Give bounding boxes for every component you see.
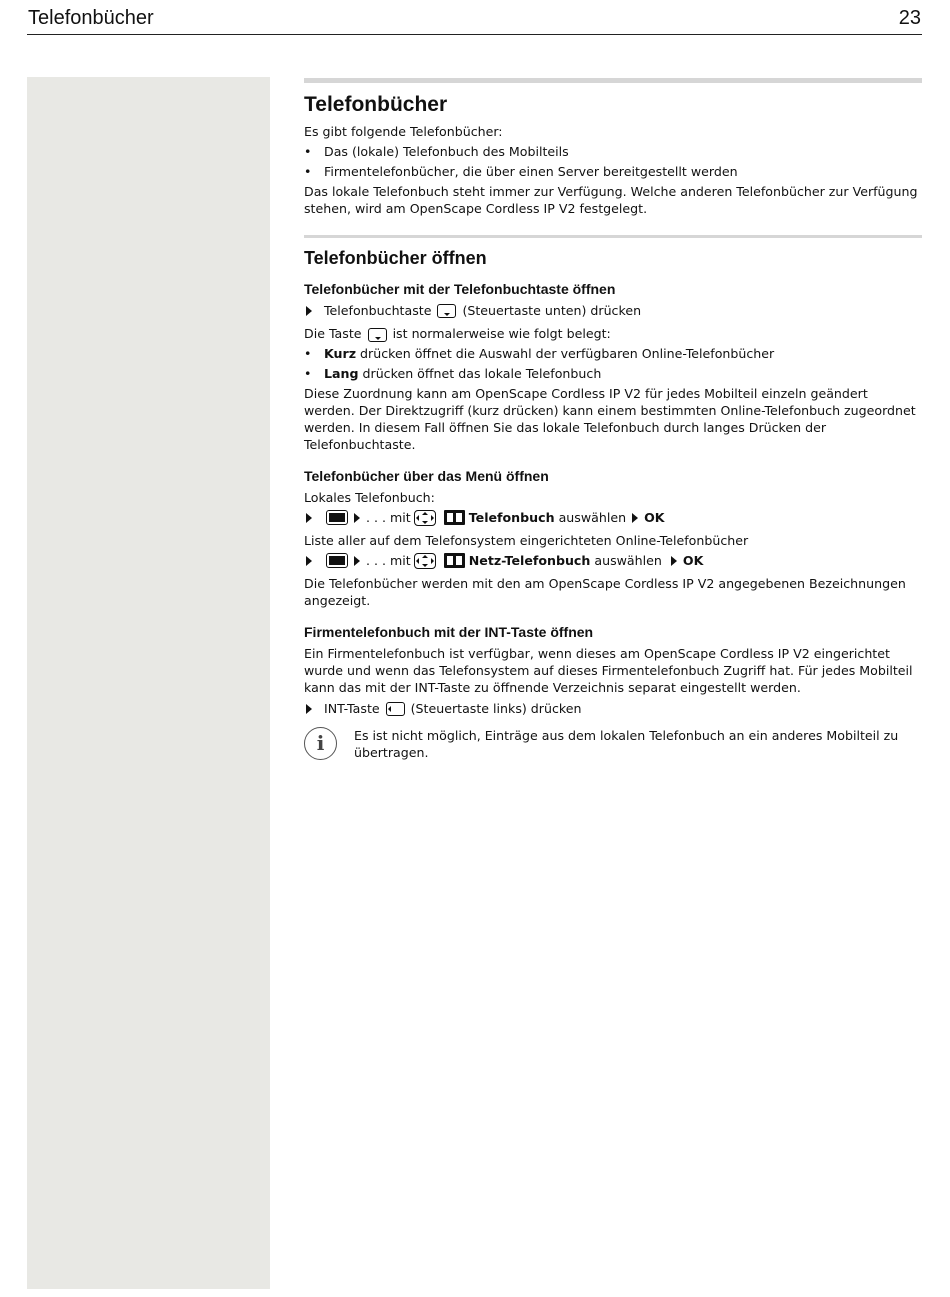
running-header-title: Telefonbücher	[28, 7, 154, 29]
step-text: . . . mit	[366, 553, 411, 568]
step-arrow-icon	[306, 306, 312, 316]
step-arrow-icon	[306, 513, 312, 523]
section-divider	[304, 235, 922, 238]
naming-paragraph: Die Telefonbücher werden mit den am OpenScape Cordless IP V2 angegebenen Bezeichnungen angezeigt.	[304, 576, 906, 608]
instruction-step	[304, 509, 922, 526]
control-key-down-icon	[368, 328, 387, 342]
navigation-key-icon	[414, 510, 436, 526]
step-arrow-icon	[306, 556, 312, 566]
heading-phonebook-key: Telefonbücher mit der Telefonbuchtaste öffnen	[304, 281, 616, 297]
menu-key-icon	[326, 510, 348, 525]
control-key-down-icon	[437, 304, 456, 318]
key-assignment-text: Die Taste ist normalerweise wie folgt belegt:	[304, 326, 611, 341]
availability-paragraph: Das lokale Telefonbuch steht immer zur Verfügung. Welche anderen Telefonbücher zur Verfügung stehen, wird am OpenScape Cordless IP V2 festgelegt.	[304, 184, 918, 216]
step-text: auswählen	[558, 510, 627, 525]
left-margin-panel	[27, 77, 270, 1289]
section-divider	[304, 78, 922, 83]
step-text: Telefonbuchtaste	[324, 303, 432, 318]
step-text: auswählen	[594, 553, 662, 568]
ok-label: OK	[644, 510, 665, 525]
info-icon: i	[304, 727, 337, 760]
step-arrow-icon	[354, 556, 360, 566]
ok-label: OK	[682, 553, 704, 568]
intro-text: Es gibt folgende Telefonbücher:	[304, 124, 503, 139]
step-arrow-icon	[306, 704, 312, 714]
instruction-step	[304, 700, 922, 717]
instruction-step	[304, 552, 922, 569]
info-note	[304, 727, 922, 765]
heading-menu: Telefonbücher über das Menü öffnen	[304, 468, 549, 484]
company-phonebook-paragraph: Ein Firmentelefonbuch ist verfügbar, wenn dieses am OpenScape Cordless IP V2 eingerichtet wurde und wenn das Telefonsystem auf dieses Firmentelefonbuch Zugriff hat. Für jedes Mobilteil kann das mit der INT-Taste zu öffnende Verzeichnis separat eingestellt werden.	[304, 646, 913, 695]
list-item: • Das (lokale) Telefonbuch des Mobilteils	[304, 143, 922, 160]
main-content	[304, 78, 922, 765]
menu-item-name: Netz-Telefonbuch	[468, 553, 591, 568]
step-arrow-icon	[354, 513, 360, 523]
instruction-step	[304, 302, 922, 319]
assignment-paragraph: Diese Zuordnung kann am OpenScape Cordless IP V2 für jedes Mobilteil einzeln geändert werden. Der Direktzugriff (kurz drücken) kann einem bestimmten Online-Telefonbuch zugeordnet werden. In diesem Fall öffnen Sie das lokale Telefonbuch durch langes Drücken der Telefonbuchtaste.	[304, 386, 916, 452]
step-text: INT-Taste	[324, 701, 380, 716]
step-text: . . . mit	[366, 510, 411, 525]
subsection-title: Telefonbücher öffnen	[304, 248, 487, 268]
navigation-key-icon	[414, 553, 436, 569]
control-key-left-icon	[386, 702, 405, 716]
list-item: • Lang drücken öffnet das lokale Telefonbuch	[304, 365, 922, 382]
list-item: • Kurz drücken öffnet die Auswahl der verfügbaren Online-Telefonbücher	[304, 345, 922, 362]
section-title: Telefonbücher	[304, 93, 448, 116]
phonebook-list	[304, 143, 922, 180]
list-item: • Firmentelefonbücher, die über einen Server bereitgestellt werden	[304, 163, 922, 180]
heading-int-key: Firmentelefonbuch mit der INT-Taste öffnen	[304, 624, 594, 640]
note-text: Es ist nicht möglich, Einträge aus dem lokalen Telefonbuch an ein anderes Mobilteil zu übertragen.	[354, 728, 899, 760]
step-text: (Steuertaste links) drücken	[410, 701, 582, 716]
header-divider	[27, 34, 922, 35]
key-assignment-list	[304, 345, 922, 382]
step-arrow-icon	[671, 556, 677, 566]
step-arrow-icon	[632, 513, 638, 523]
step-text: (Steuertaste unten) drücken	[462, 303, 642, 318]
phonebook-icon	[444, 553, 465, 568]
local-label: Lokales Telefonbuch:	[304, 490, 435, 505]
online-list-label: Liste aller auf dem Telefonsystem eingerichteten Online-Telefonbücher	[304, 533, 749, 548]
menu-key-icon	[326, 553, 348, 568]
phonebook-icon	[444, 510, 465, 525]
menu-item-name: Telefonbuch	[468, 510, 555, 525]
page-number: 23	[898, 7, 921, 29]
